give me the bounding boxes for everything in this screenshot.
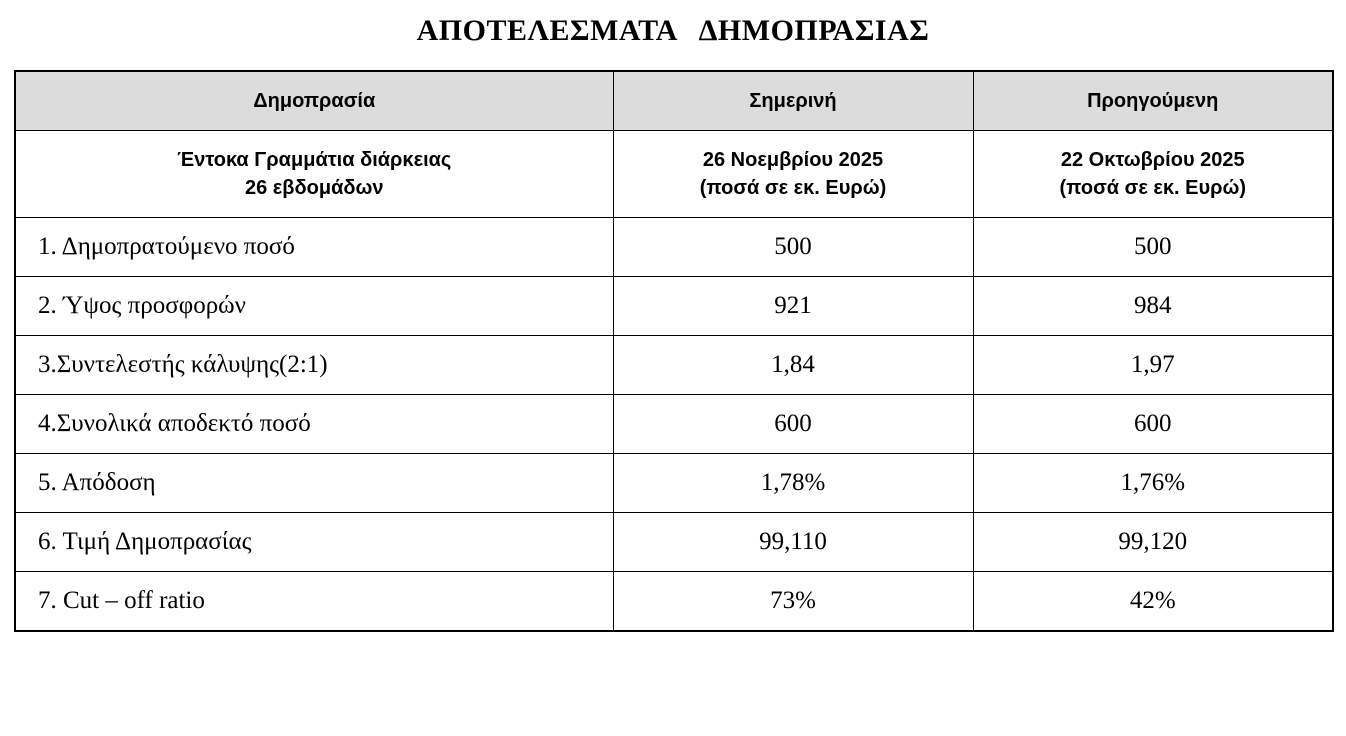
table-row <box>15 218 1333 277</box>
table-row <box>15 454 1333 513</box>
row-label: 2. Ύψος προσφορών <box>15 277 613 336</box>
row-value-current: 1,84 <box>613 336 973 395</box>
table-subheader-row <box>15 131 1333 218</box>
subheader-instrument-line2: 26 εβδομάδων <box>244 177 384 199</box>
table-header-row <box>15 71 1333 131</box>
subheader-cell-previous <box>973 131 1333 218</box>
results-table-container <box>14 70 1332 632</box>
row-value-previous: 984 <box>973 277 1333 336</box>
row-value-current: 99,110 <box>613 513 973 572</box>
page-title: ΑΠΟΤΕΛΕΣΜΑΤΑ ΔΗΜΟΠΡΑΣΙΑΣ <box>416 14 930 47</box>
subheader-current-date: 26 Νοεμβρίου 2025 <box>702 149 884 171</box>
subheader-current-units: (ποσά σε εκ. Ευρώ) <box>699 177 887 199</box>
row-value-current: 73% <box>613 572 973 632</box>
subheader-instrument-line1: Έντοκα Γραμμάτια διάρκειας <box>177 149 452 171</box>
table-row <box>15 513 1333 572</box>
row-label: 6. Τιμή Δημοπρασίας <box>15 513 613 572</box>
subheader-cell-instrument <box>15 131 613 218</box>
table-row <box>15 277 1333 336</box>
row-value-previous: 600 <box>973 395 1333 454</box>
row-label: 1. Δημοπρατούμενο ποσό <box>15 218 613 277</box>
row-value-current: 600 <box>613 395 973 454</box>
header-cell-auction: Δημοπρασία <box>15 71 613 131</box>
row-value-previous: 42% <box>973 572 1333 632</box>
subheader-cell-current <box>613 131 973 218</box>
row-value-previous: 1,97 <box>973 336 1333 395</box>
row-label: 4.Συνολικά αποδεκτό ποσό <box>15 395 613 454</box>
row-value-previous: 500 <box>973 218 1333 277</box>
row-label: 3.Συντελεστής κάλυψης(2:1) <box>15 336 613 395</box>
table-row <box>15 395 1333 454</box>
row-value-previous: 99,120 <box>973 513 1333 572</box>
subheader-previous-date: 22 Οκτωβρίου 2025 <box>1060 149 1245 171</box>
row-value-previous: 1,76% <box>973 454 1333 513</box>
header-cell-current: Σημερινή <box>613 71 973 131</box>
row-value-current: 500 <box>613 218 973 277</box>
row-value-current: 1,78% <box>613 454 973 513</box>
auction-results-table <box>14 70 1334 632</box>
row-label: 5. Απόδοση <box>15 454 613 513</box>
header-cell-previous: Προηγούμενη <box>973 71 1333 131</box>
row-label: 7. Cut – off ratio <box>15 572 613 632</box>
row-value-current: 921 <box>613 277 973 336</box>
document-page <box>0 14 1346 736</box>
table-row <box>15 572 1333 632</box>
subheader-previous-units: (ποσά σε εκ. Ευρώ) <box>1059 177 1247 199</box>
table-row <box>15 336 1333 395</box>
